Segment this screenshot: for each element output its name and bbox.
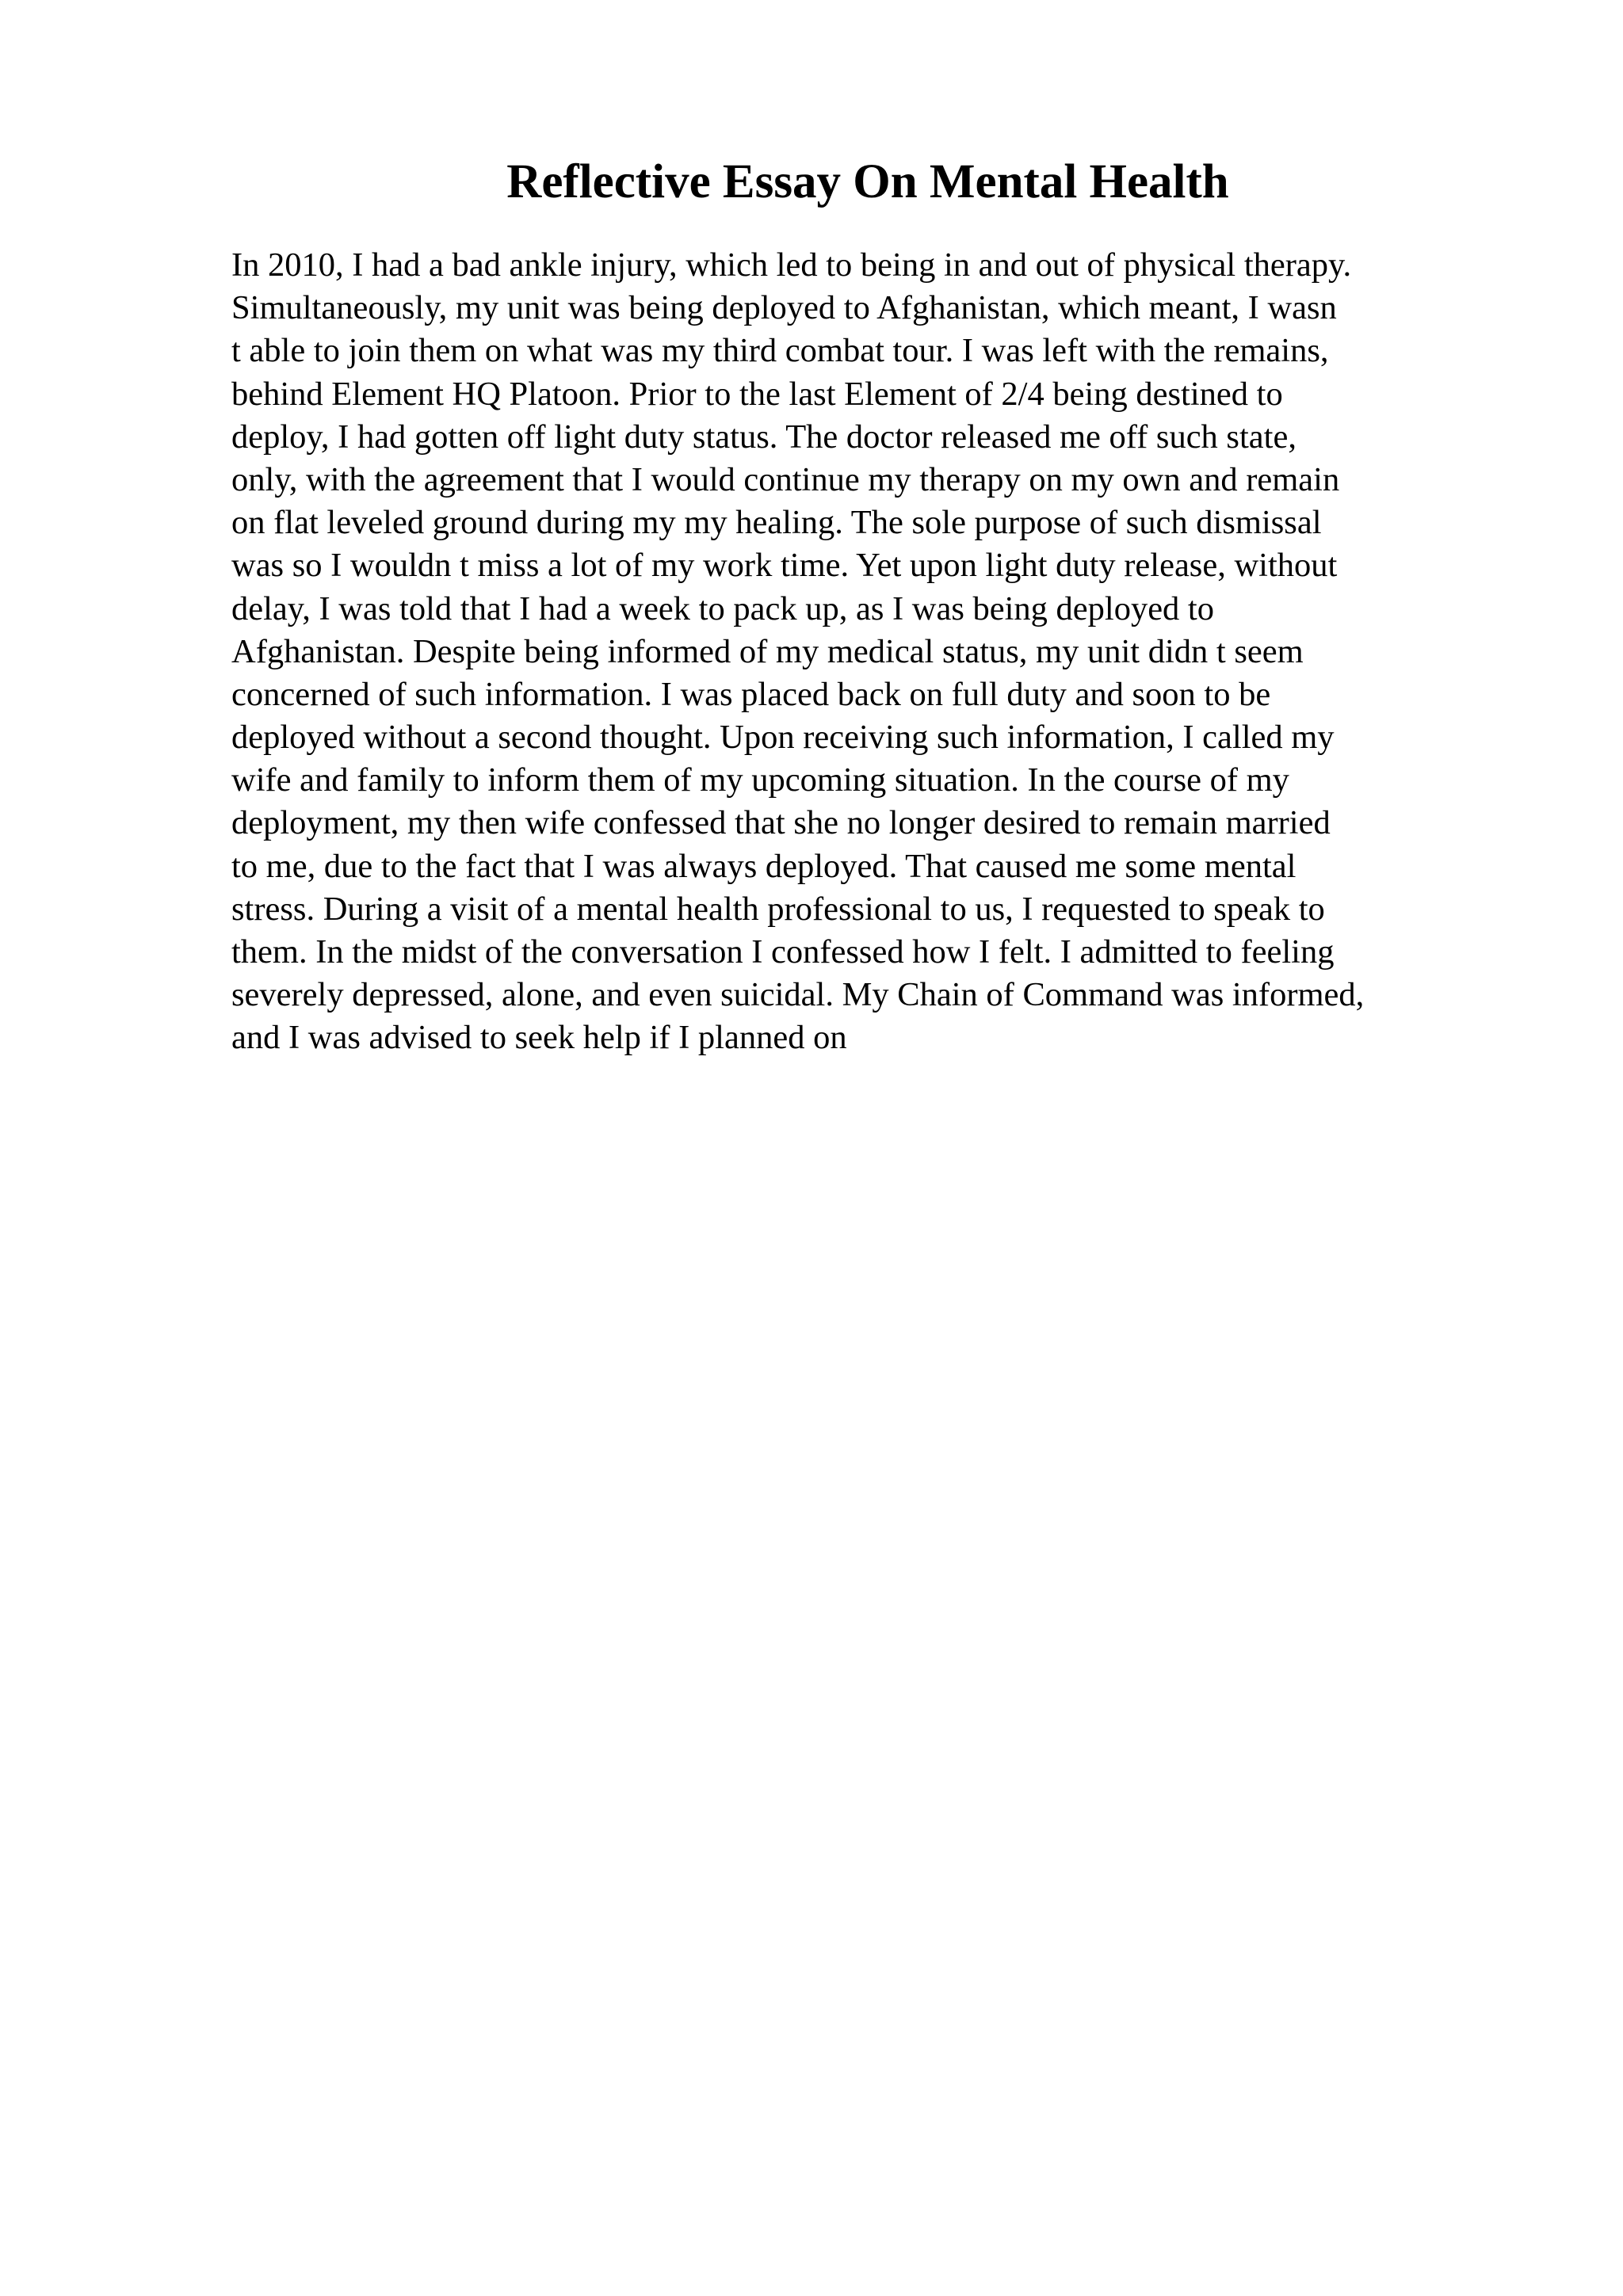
text-line: was so I wouldn t miss a lot of my work time. Yet upon light duty release, without <box>231 547 1338 585</box>
text-line: deploy, I had gotten off light duty status. The doctor released me off such state, <box>231 418 1296 456</box>
text-line: deployment, my then wife confessed that she no longer desired to remain married <box>231 804 1331 842</box>
text-line: delay, I was told that I had a week to pack up, as I was being deployed to <box>231 589 1214 627</box>
text-line: severely depressed, alone, and even suicidal. My Chain of Command was informed, <box>231 976 1365 1014</box>
document-title: Reflective Essay On Mental Health <box>506 155 1229 208</box>
text-line: and I was advised to seek help if I planned on <box>231 1019 847 1057</box>
text-line: only, with the agreement that I would continue my therapy on my own and remain <box>231 460 1340 498</box>
essay-body <box>231 244 1515 1060</box>
text-line: them. In the midst of the conversation I confessed how I felt. I admitted to feeling <box>231 933 1335 971</box>
text-line: Afghanistan. Despite being informed of my medical status, my unit didn t seem <box>231 632 1304 670</box>
text-line: to me, due to the fact that I was always deployed. That caused me some mental <box>231 847 1296 885</box>
text-line: behind Element HQ Platoon. Prior to the last Element of 2/4 being destined to <box>231 375 1283 413</box>
text-line: wife and family to inform them of my upcoming situation. In the course of my <box>231 761 1289 799</box>
text-line: stress. During a visit of a mental health professional to us, I requested to speak to <box>231 890 1325 928</box>
text-line: Simultaneously, my unit was being deployed to Afghanistan, which meant, I wasn <box>231 289 1337 327</box>
text-line: In 2010, I had a bad ankle injury, which led to being in and out of physical therapy. <box>231 246 1352 284</box>
text-line: t able to join them on what was my third combat tour. I was left with the remains, <box>231 332 1329 370</box>
text-line: concerned of such information. I was placed back on full duty and soon to be <box>231 675 1271 713</box>
text-line: deployed without a second thought. Upon receiving such information, I called my <box>231 719 1335 757</box>
text-line: on flat leveled ground during my my healing. The sole purpose of such dismissal <box>231 504 1322 542</box>
